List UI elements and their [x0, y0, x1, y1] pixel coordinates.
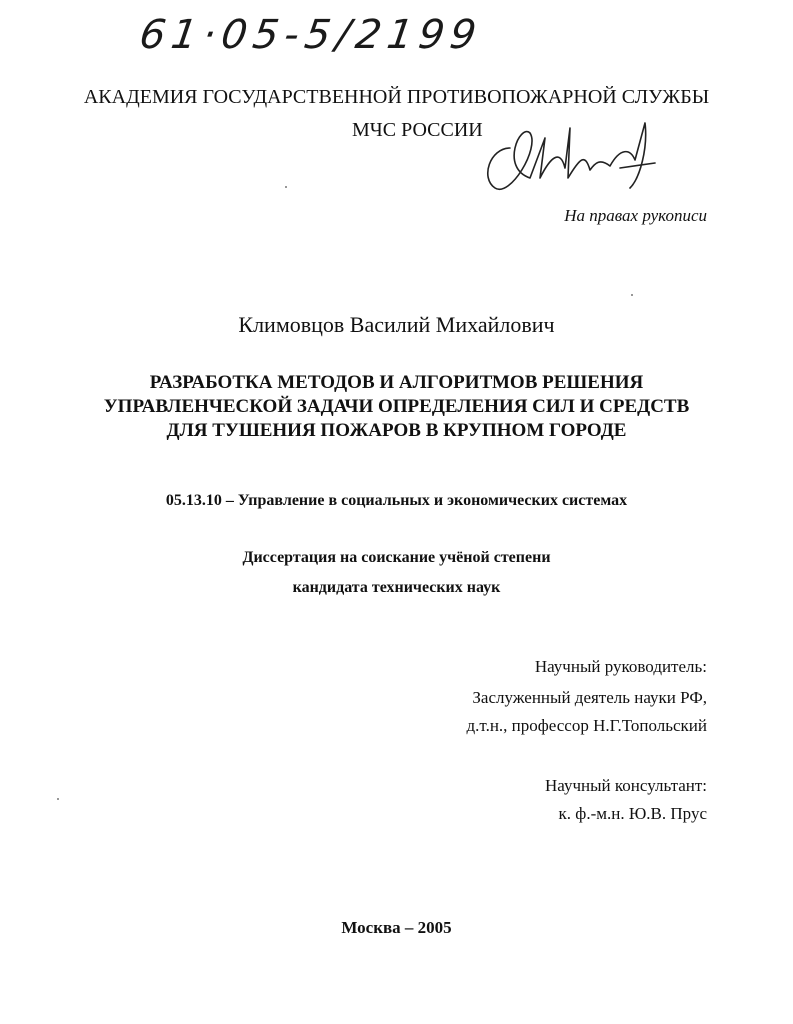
degree-line-2: кандидата технических наук	[292, 579, 501, 596]
scan-speck	[57, 798, 59, 800]
consultant-name: к. ф.-м.н. Ю.В. Прус	[558, 804, 707, 823]
city-year: Москва – 2005	[341, 918, 452, 937]
dissertation-title-line-1: РАЗРАБОТКА МЕТОДОВ И АЛГОРИТМОВ РЕШЕНИЯ	[149, 372, 644, 393]
degree-line-1: Диссертация на соискание учёной степени	[242, 549, 551, 566]
dissertation-title-line-2: УПРАВЛЕНЧЕСКОЙ ЗАДАЧИ ОПРЕДЕЛЕНИЯ СИЛ И СРЕДСТВ	[103, 396, 690, 417]
institution-name: АКАДЕМИЯ ГОСУДАРСТВЕННОЙ ПРОТИВОПОЖАРНОЙ СЛУЖБЫ	[83, 86, 710, 108]
supervisor-label: Научный руководитель:	[534, 657, 707, 676]
supervisor-name: д.т.н., профессор Н.Г.Топольский	[466, 716, 707, 735]
scan-speck	[285, 186, 287, 188]
scan-speck	[631, 294, 633, 296]
consultant-label: Научный консультант:	[545, 776, 707, 795]
specialty-code: 05.13.10 – Управление в социальных и экономических системах	[165, 492, 628, 509]
institution-ministry: МЧС РОССИИ	[352, 119, 483, 141]
handwritten-archive-number: 61·05-5/2199	[136, 12, 485, 58]
dissertation-title-line-3: ДЛЯ ТУШЕНИЯ ПОЖАРОВ В КРУПНОМ ГОРОДЕ	[166, 420, 627, 441]
author-name: Климовцов Василий Михайлович	[238, 312, 555, 337]
manuscript-note: На правах рукописи	[564, 206, 707, 225]
signature-icon	[470, 108, 670, 198]
supervisor-title: Заслуженный деятель науки РФ,	[472, 688, 707, 707]
